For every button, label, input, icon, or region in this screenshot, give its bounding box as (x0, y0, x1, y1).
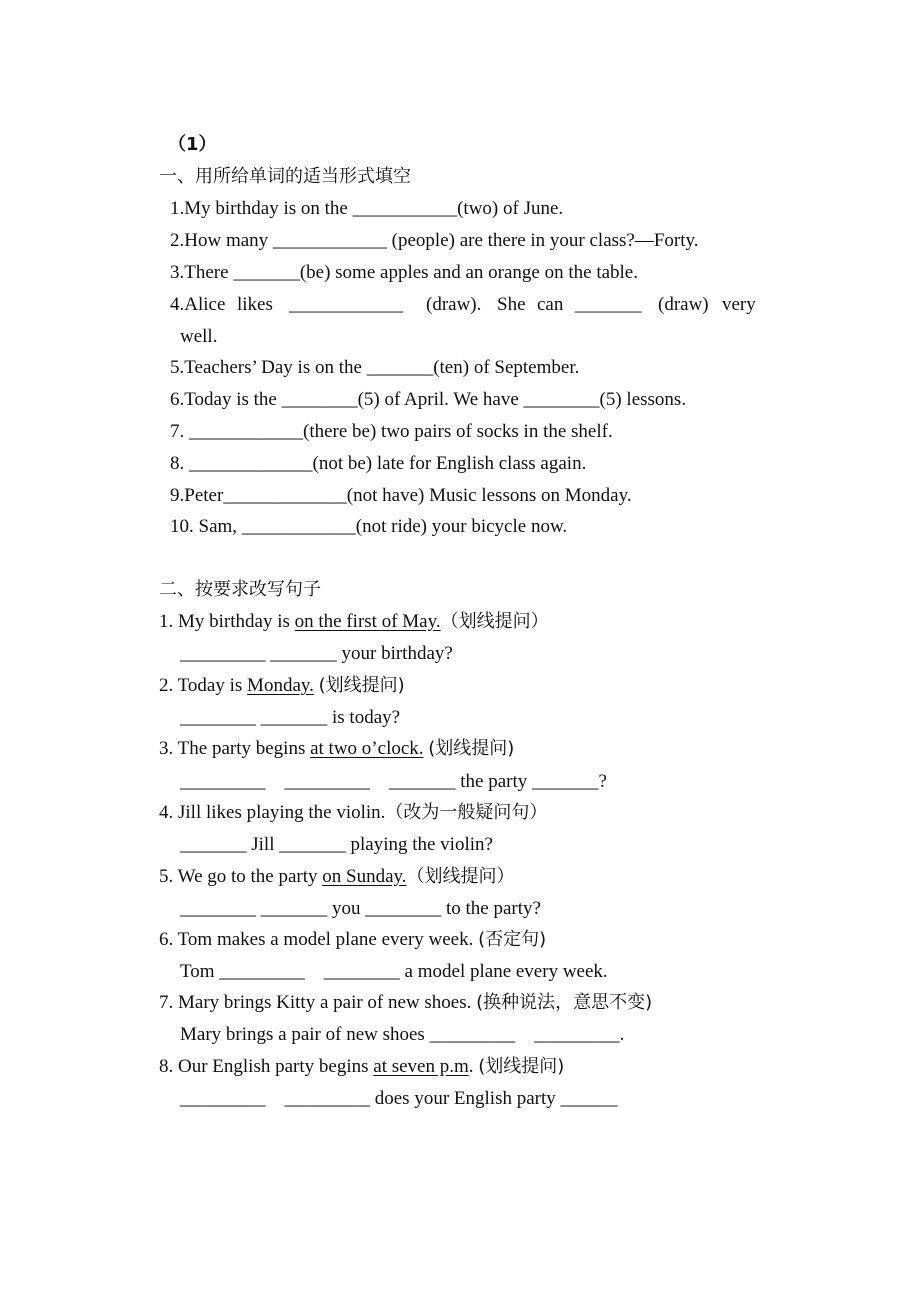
instruction-note: (划线提问) (428, 738, 515, 759)
item-word: She (497, 294, 526, 315)
item-number: 8. (170, 453, 185, 474)
exercise1-item-1 (170, 197, 563, 221)
exercise2-answer-1: _________ _______ your birthday? (180, 643, 453, 664)
answer-blank: ____________ (272, 230, 387, 251)
question-text: 5. We go to the party (159, 866, 323, 887)
exercise2-answer-6: Tom _________ ________ a model plane every week. (180, 961, 608, 982)
item-text: Peter (184, 485, 224, 506)
exercise2-question-7 (159, 991, 652, 1015)
answer-blank: ____________ (189, 421, 303, 442)
item-text: (there be) two pairs of socks in the shelf. (303, 421, 613, 442)
exercise1-item-7 (170, 420, 613, 444)
instruction-note: (否定句) (478, 929, 547, 950)
question-text: 7. Mary brings Kitty a pair of new shoes. (159, 992, 477, 1013)
exercise2-question-1 (159, 610, 549, 634)
question-text: 3. The party begins (159, 738, 311, 759)
item-text: (not have) Music lessons on Monday. (346, 485, 632, 506)
item-text: (be) some apples and an orange on the table. (299, 262, 638, 283)
item-number: 10. (170, 516, 194, 537)
answer-blank: _______ (575, 294, 642, 315)
question-text: 1. My birthday is (159, 611, 295, 632)
item-text: There (184, 262, 234, 283)
item-number: 9. (170, 485, 185, 506)
exercise2-question-6 (159, 928, 546, 952)
exercise2-question-4 (159, 801, 547, 825)
exercise2-answer-8: _________ _________ does your English party ______ (180, 1088, 618, 1109)
answer-blank: ___________ (352, 198, 458, 219)
item-continuation: well. (180, 326, 218, 347)
exercise2-answer-4: _______ Jill _______ playing the violin? (180, 834, 493, 855)
item-text: (5) of April. We have (357, 389, 524, 410)
item-text: Teachers’ Day is on the (184, 357, 367, 378)
item-number: 5. (170, 357, 185, 378)
answer-blank: ________ (281, 389, 358, 410)
item-number: 7. (170, 421, 185, 442)
instruction-note: （改为一般疑问句） (385, 802, 548, 823)
item-word: (draw). (426, 294, 482, 315)
answer-blank: _____________ (223, 485, 347, 506)
item-number: 3. (170, 262, 185, 283)
instruction-note: (换种说法，意思不变) (476, 992, 653, 1013)
exercise2-question-3 (159, 737, 514, 761)
item-word: very (722, 294, 756, 315)
exercise1-item-3 (170, 261, 638, 285)
item-number-text: 4. (170, 294, 185, 315)
answer-blank: _______ (233, 262, 300, 283)
item-number (170, 293, 225, 317)
exercise2-answer-5: ________ _______ you ________ to the party? (180, 898, 541, 919)
section2-title: 二、按要求改写句子 (159, 579, 321, 600)
underlined-phrase: at seven p.m (373, 1056, 469, 1077)
item-word: Alice (184, 294, 226, 315)
item-number: 1. (170, 198, 185, 219)
item-text: My birthday is on the (184, 198, 353, 219)
answer-blank: _____________ (189, 453, 313, 474)
exercise1-item-5 (170, 356, 579, 380)
exercise2-answer-3: _________ _________ _______ the party _______? (180, 771, 607, 792)
item-word: can (537, 294, 564, 315)
exercise1-item-2 (170, 229, 699, 253)
exercise2-answer-7: Mary brings a pair of new shoes _________ _________. (180, 1024, 625, 1045)
section1-title: 一、用所给单词的适当形式填空 (159, 166, 411, 187)
item-text: (not ride) your bicycle now. (355, 516, 568, 537)
item-text: (ten) of September. (433, 357, 580, 378)
part-label: （1） (168, 134, 217, 155)
question-text: . (468, 1056, 479, 1077)
instruction-note: （划线提问） (440, 611, 549, 632)
underlined-phrase: on Sunday. (322, 866, 407, 887)
underlined-phrase: Monday. (247, 675, 314, 696)
answer-blank: ____________ (289, 294, 403, 315)
item-text: Sam, (193, 516, 242, 537)
question-text: 8. Our English party begins (159, 1056, 374, 1077)
instruction-note: (划线提问) (478, 1056, 565, 1077)
question-text: 4. Jill likes playing the violin. (159, 802, 386, 823)
question-text: 6. Tom makes a model plane every week. (159, 929, 479, 950)
item-text: (people) are there in your class?—Forty. (386, 230, 699, 251)
exercise1-item-8 (170, 452, 586, 476)
exercise1-item-6 (170, 388, 686, 412)
instruction-note: (划线提问) (318, 675, 405, 696)
item-text: Today is the (184, 389, 282, 410)
item-text: (not be) late for English class again. (312, 453, 587, 474)
item-word: likes (237, 294, 273, 315)
item-text: (5) lessons. (599, 389, 687, 410)
exercise1-item-9 (170, 484, 632, 508)
exercise2-question-8 (159, 1055, 564, 1079)
item-text: (two) of June. (457, 198, 564, 219)
answer-blank: ________ (523, 389, 600, 410)
question-text: 2. Today is (159, 675, 248, 696)
answer-blank: ____________ (241, 516, 356, 537)
item-word: (draw) (658, 294, 709, 315)
exercise2-question-5 (159, 865, 515, 889)
instruction-note: （划线提问） (406, 866, 515, 887)
item-text: How many (184, 230, 273, 251)
exercise1-item-10 (170, 515, 567, 539)
underlined-phrase: at two o’clock. (310, 738, 424, 759)
item-number: 6. (170, 389, 185, 410)
underlined-phrase: on the first of May. (294, 611, 441, 632)
answer-blank: _______ (366, 357, 434, 378)
item-number: 2. (170, 230, 185, 251)
exercise2-question-2 (159, 674, 405, 698)
exercise2-answer-2: ________ _______ is today? (180, 707, 401, 728)
